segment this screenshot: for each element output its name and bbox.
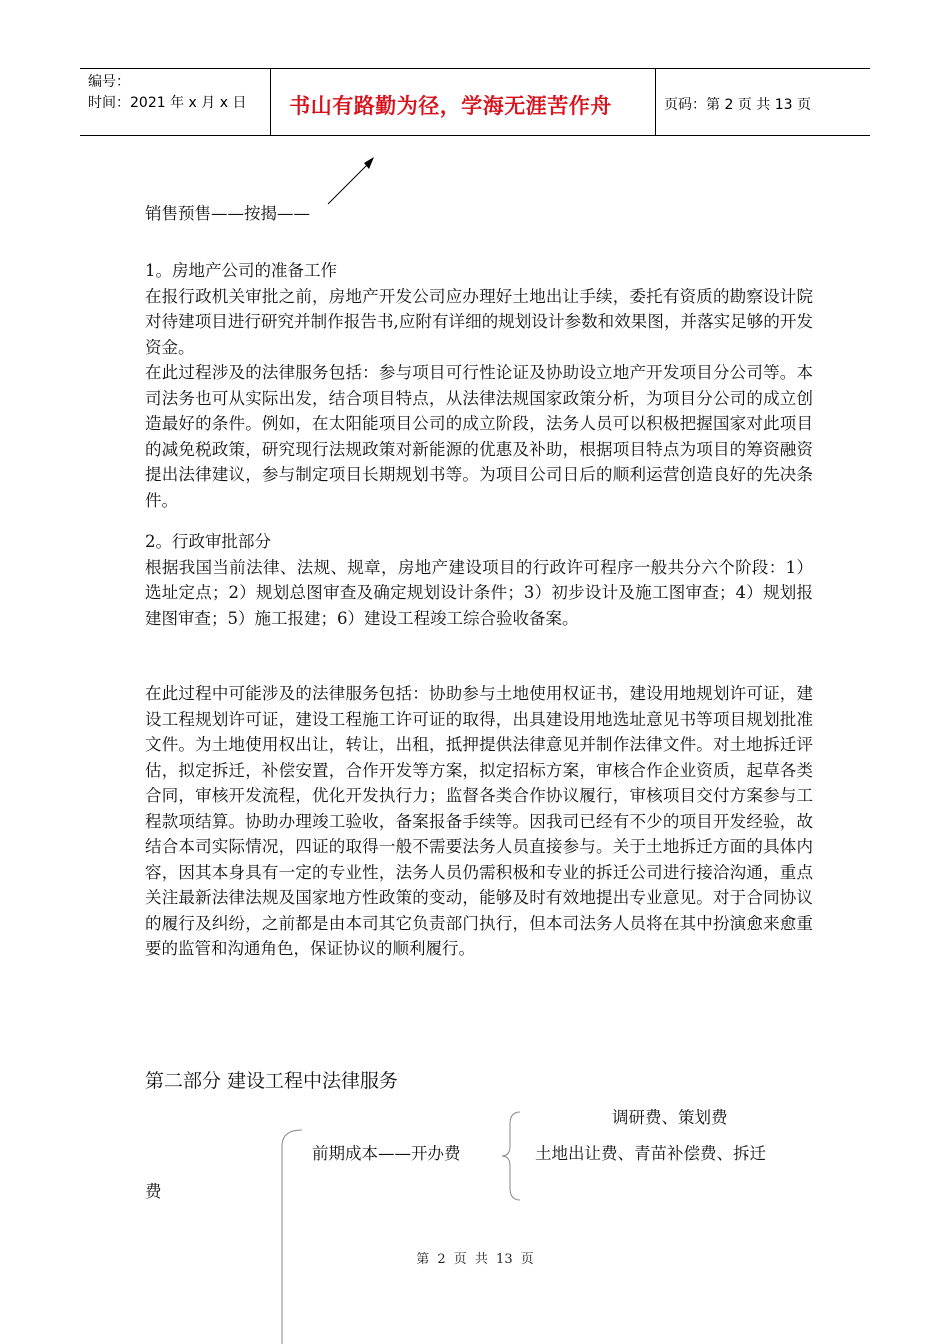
section-1-paragraph-1: 在报行政机关审批之前，房地产开发公司应办理好土地出让手续，委托有资质的勘察设计院对待建项目进行研究并制作报告书,应附有详细的规划设计参数和效果图，并落实足够的开发资金。 [145, 286, 813, 357]
preliminary-cost-label: 前期成本——开办费 [312, 1144, 461, 1163]
part-2-title: 第二部分 建设工程中法律服务 [145, 1070, 399, 1092]
header-motto: 书山有路勤为径，学海无涯苦作舟 [289, 94, 612, 118]
section-2-paragraph-1: 根据我国当前法律、法规、规章，房地产建设项目的行政许可程序一般共分六个阶段：1）选址定点；2）规划总图审查及确定规划设计条件；3）初步设计及施工图审查；4）规划报建图审查；5）施工报建；6）建设工程竣工综合验收备案。 [145, 557, 813, 628]
section-2-paragraph-2: 在此过程中可能涉及的法律服务包括：协助参与土地使用权证书，建设用地规划许可证，建设工程规划许可证，建设工程施工许可证的取得，出具建设用地选址意见书等项目规划批准文件。为土地使用权出让，转让，出租，抵押提供法律意见并制作法律文件。对土地拆迁评估，拟定拆迁，补偿安置，合作开发等方案，拟定招标方案，审核合作企业资质，起草各类合同，审核开发流程，优化开发执行力；监督各类合作协议履行，审核项目交付方案参与工程款项结算。协助办理竣工验收，备案报备手续等。因我司已经有不少的项目开发经验，故结合本司实际情况，四证的取得一般不需要法务人员直接参与。关于土地拆迁方面的具体内容，因其本身具有一定的专业性，法务人员仍需积极和专业的拆迁公司进行接洽沟通，重点关注最新法律法规及国家地方性政策的变动，能够及时有效地提出专业意见。对于合同协议的履行及纠纷，之前都是由本司其它负责部门执行，但本司法务人员将在其中扮演愈来愈重要的监管和沟通角色，保证协议的顺利履行。 [145, 684, 813, 958]
section-2-continued [145, 681, 813, 962]
section-2 [145, 529, 813, 631]
sales-presale-label: 销售预售——按揭—— [145, 204, 310, 223]
section-1 [145, 258, 813, 513]
document-date-label: 时间：2021 年 x 月 x 日 [88, 95, 247, 111]
header-meta [88, 72, 246, 114]
left-brace-icon [268, 1128, 308, 1344]
section-1-paragraph-2: 在此过程涉及的法律服务包括：参与项目可行性论证及协助设立地产开发项目分公司等。本司法务也可从实际出发，结合项目特点，从法律法规国家政策分析，为项目分公司的成立创造最好的条件。例如，在太阳能项目公司的成立阶段，法务人员可以积极把握国家对此项目的减免税政策，研究现行法规政策对新能源的优惠及补助，根据项目特点为项目的筹资融资提出法律建议，参与制定项目长期规划书等。为项目公司日后的顺利运营创造良好的先决条件。 [145, 363, 813, 510]
page-footer: 第 2 页 共 13 页 [416, 1252, 534, 1267]
curly-brace-icon [498, 1110, 528, 1202]
header-top-rule [80, 68, 870, 69]
header-divider-right [655, 68, 656, 135]
section-1-title: 1。房地产公司的准备工作 [145, 261, 337, 280]
section-2-title: 2。行政审批部分 [145, 532, 271, 551]
header-bottom-rule [80, 135, 870, 136]
header-page-code: 页码：第 2 页 共 13 页 [664, 97, 811, 113]
document-number-label: 编号： [88, 74, 130, 90]
land-fee-label: 土地出让费、青苗补偿费、拆迁 [535, 1144, 766, 1163]
fee-continuation-label: 费 [145, 1182, 162, 1201]
diagonal-arrow-icon [320, 150, 380, 210]
research-fee-label: 调研费、策划费 [612, 1108, 728, 1127]
